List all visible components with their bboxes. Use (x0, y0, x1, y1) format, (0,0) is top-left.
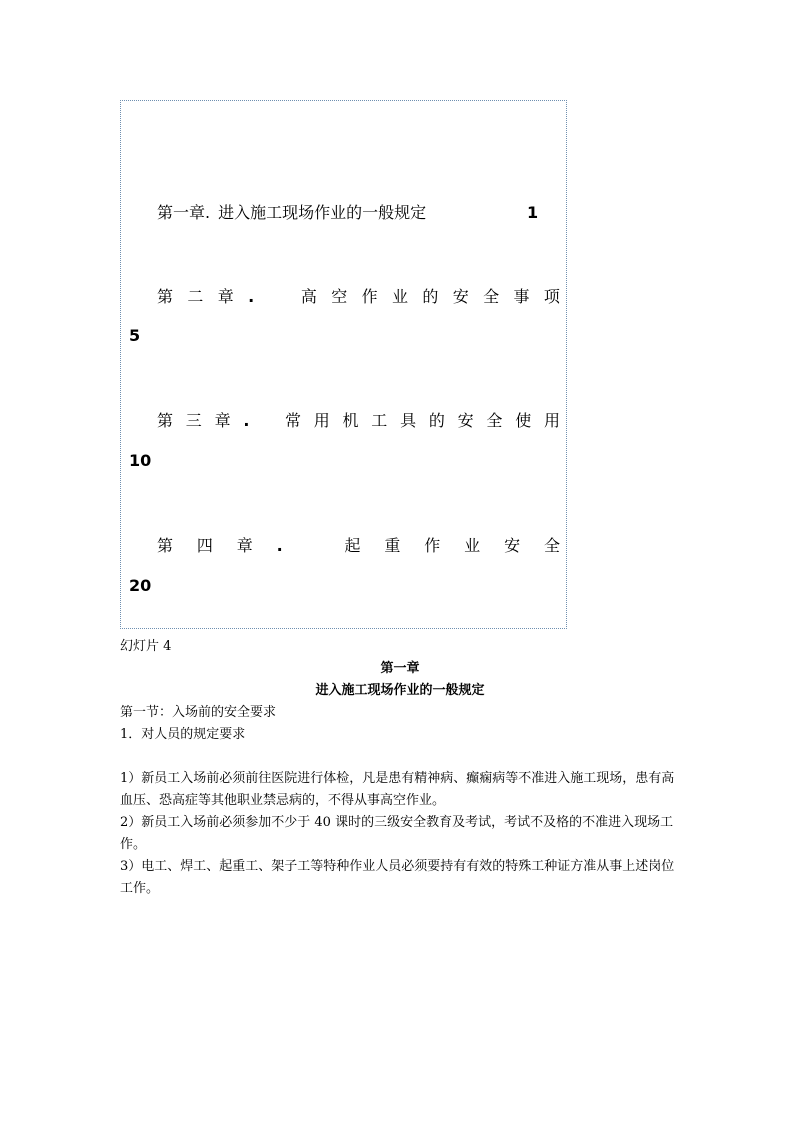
toc-item-3-char: 用 (313, 411, 330, 430)
toc-item-3-char: 安 (457, 411, 474, 430)
toc-item-4-char: 全 (543, 536, 560, 555)
toc-item-4-char: . (276, 536, 283, 555)
toc-item-3-char: 第 (157, 411, 174, 430)
toc-item-2-char: 的 (422, 287, 439, 306)
toc-item-3-char: 的 (428, 411, 445, 430)
toc-item-3-char: 工 (371, 411, 388, 430)
list-item: 2）新员工入场前必须参加不少于 40 课时的三级安全教育及考试，考试不及格的不准进入现场工作。 (120, 815, 674, 852)
toc-item-2-char: 安 (452, 287, 469, 306)
toc-item-4-char: 第 (157, 536, 174, 555)
toc-item-2-char: 业 (392, 287, 409, 306)
toc-item-1-page: 1 (527, 203, 539, 222)
toc-item-4-char: 业 (464, 536, 481, 555)
toc-item-2-char: 全 (483, 287, 500, 306)
toc-item-4-char: 四 (196, 536, 213, 555)
toc-item-3-char: 常 (284, 411, 301, 430)
toc-item-3-char: 机 (342, 411, 359, 430)
toc-item-2-char: 章 (217, 287, 234, 306)
toc-item-2-char: 高 (300, 287, 317, 306)
toc-item-2[interactable] (157, 287, 560, 307)
toc-item-4[interactable] (157, 536, 560, 556)
toc-item-2-char: 事 (513, 287, 530, 306)
toc-item-1[interactable] (157, 203, 560, 223)
toc-item-3-char: 具 (400, 411, 417, 430)
toc-item-2-char: . (248, 287, 255, 306)
toc-item-2-char: 二 (187, 287, 204, 306)
toc-item-3-page: 10 (129, 451, 152, 470)
slide-label: 幻灯片 4 (120, 639, 172, 654)
toc-item-4-char: 重 (384, 536, 401, 555)
list-item: 3）电工、焊工、起重工、架子工等特种作业人员必须要持有有效的特殊工种证方准从事上述岗位工作。 (120, 859, 675, 896)
subsection-heading: 1．对人员的规定要求 (120, 727, 246, 742)
section-heading: 第一节：入场前的安全要求 (120, 705, 277, 720)
toc-item-2-page: 5 (129, 326, 141, 345)
toc-item-4-char: 作 (424, 536, 441, 555)
toc-item-4-page: 20 (129, 576, 152, 595)
list-item: 1）新员工入场前必须前往医院进行体检，凡是患有精神病、癫痫病等不准进入施工现场，患有高血压、恐高症等其他职业禁忌病的，不得从事高空作业。 (120, 771, 675, 808)
toc-item-4-char: 章 (236, 536, 253, 555)
toc-item-2-char: 第 (157, 287, 174, 306)
toc-item-3[interactable] (157, 411, 560, 431)
toc-item-4-char: 安 (504, 536, 521, 555)
toc-item-3-char: 全 (486, 411, 503, 430)
table-of-contents (120, 100, 567, 629)
toc-item-1-chapter: 第一章. (157, 203, 211, 222)
chapter-heading: 第一章 (380, 661, 420, 676)
toc-item-1-title: 进入施工现场作业的一般规定 (218, 203, 427, 222)
toc-item-3-char: 三 (185, 411, 202, 430)
toc-item-2-char: 作 (361, 287, 378, 306)
toc-item-3-char: . (243, 411, 250, 430)
toc-item-3-char: 用 (543, 411, 560, 430)
toc-item-4-char: 起 (344, 536, 361, 555)
toc-item-2-char: 空 (331, 287, 348, 306)
document-body (120, 658, 680, 900)
chapter-title: 进入施工现场作业的一般规定 (315, 683, 485, 698)
toc-item-3-char: 使 (515, 411, 532, 430)
toc-item-2-char: 项 (543, 287, 560, 306)
toc-item-3-char: 章 (214, 411, 231, 430)
